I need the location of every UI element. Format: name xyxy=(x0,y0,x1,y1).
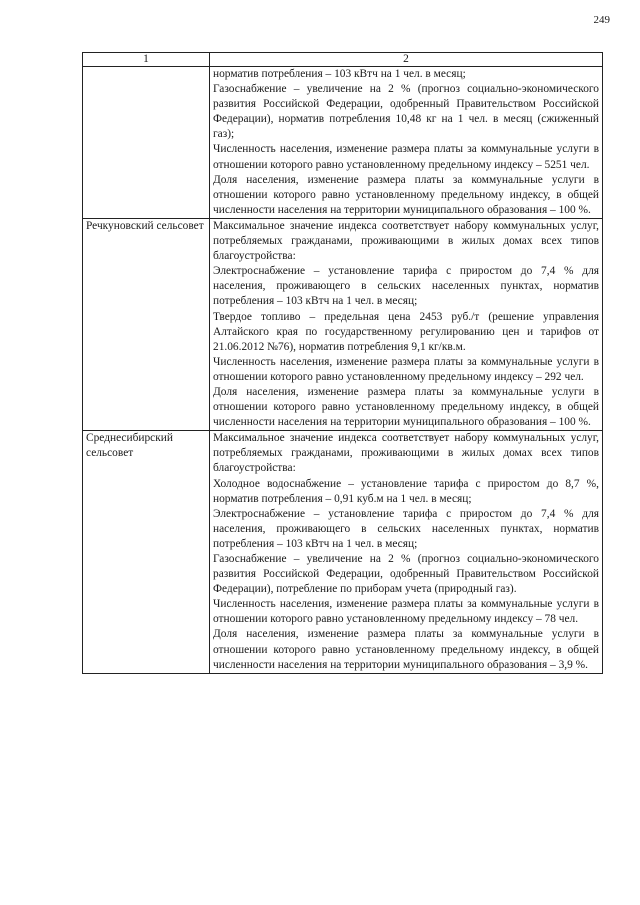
description-cell xyxy=(210,67,603,219)
description-paragraph: Газоснабжение – увеличение на 2 % (прогноз социально-экономического развития Российской Федерации, одобренный Правительством Российской Федерации), норматив потребления 10,48 кг на 1 чел. в месяц (сжиженный газ); xyxy=(213,83,599,141)
description-cell xyxy=(210,218,603,430)
page-number: 249 xyxy=(593,14,610,26)
description-paragraph: Холодное водоснабжение – установление тарифа с приростом до 8,7 %, норматив потребления – 0,91 куб.м на 1 чел. в месяц; xyxy=(213,477,599,505)
column-header-1: 1 xyxy=(83,53,210,67)
description-paragraph: Доля населения, изменение размера платы за коммунальные услуги в отношении которого равно установленному предельному индексу, в общей численности населения на территории муниципального образования – 100 %. xyxy=(213,385,599,429)
description-paragraph: Численность населения, изменение размера платы за коммунальные услуги в отношении которого равно установленному предельному индексу – 78 чел. xyxy=(213,598,599,626)
table-row xyxy=(83,67,603,219)
description-paragraph: Электроснабжение – установление тарифа с приростом до 7,4 % для населения, проживающего в сельских населенных пунктах, норматив потребления – 103 кВтч на 1 чел. в месяц; xyxy=(213,507,599,550)
table-row xyxy=(83,218,603,430)
table-row xyxy=(83,431,603,674)
description-cell xyxy=(210,431,603,674)
description-paragraph: Численность населения, изменение размера платы за коммунальные услуги в отношении которого равно установленному предельному индексу – 5251 чел. xyxy=(213,143,599,171)
municipality-name-cell xyxy=(83,67,210,219)
description-paragraph: Численность населения, изменение размера платы за коммунальные услуги в отношении которого равно установленному предельному индексу – 292 чел. xyxy=(213,355,599,383)
tariff-table xyxy=(82,52,603,674)
description-paragraph: Максимальное значение индекса соответствует набору коммунальных услуг, потребляемых гражданами, проживающими в жилых домах всех типов благоустройства: xyxy=(213,219,599,263)
description-paragraph: Доля населения, изменение размера платы за коммунальные услуги в отношении которого равно установленному предельному индексу, в общей численности населения на территории муниципального образования – 3,9 %. xyxy=(213,628,599,671)
description-paragraph: Твердое топливо – предельная цена 2453 руб./т (решение управления Алтайского края по государственному регулированию цен и тарифов от 21.06.2012 №76), норматив потребления 9,1 кг/кв.м. xyxy=(213,310,599,353)
municipality-name-cell: Среднесибирский сельсовет xyxy=(83,431,210,674)
table-body xyxy=(83,67,603,674)
column-header-2: 2 xyxy=(210,53,603,67)
description-paragraph: Электроснабжение – установление тарифа с приростом до 7,4 % для населения, проживающего в сельских населенных пунктах, норматив потребления – 103 кВтч на 1 чел. в месяц; xyxy=(213,265,599,308)
description-paragraph: Газоснабжение – увеличение на 2 % (прогноз социально-экономического развития Российской Федерации, одобренный Правительством Российской Федерации), потребление по приборам учета (природный газ). xyxy=(213,553,599,596)
table-header-row xyxy=(83,53,603,67)
municipality-name-cell: Речкуновский сельсовет xyxy=(83,218,210,430)
description-paragraph: Доля населения, изменение размера платы за коммунальные услуги в отношении которого равно установленному предельному индексу, в общей численности населения на территории муниципального образования – 100 %. xyxy=(213,173,599,216)
description-paragraph: Максимальное значение индекса соответствует набору коммунальных услуг, потребляемых гражданами, проживающими в жилых домах всех типов благоустройства: xyxy=(213,432,599,475)
description-paragraph: норматив потребления – 103 кВтч на 1 чел. в месяц; xyxy=(213,68,466,80)
